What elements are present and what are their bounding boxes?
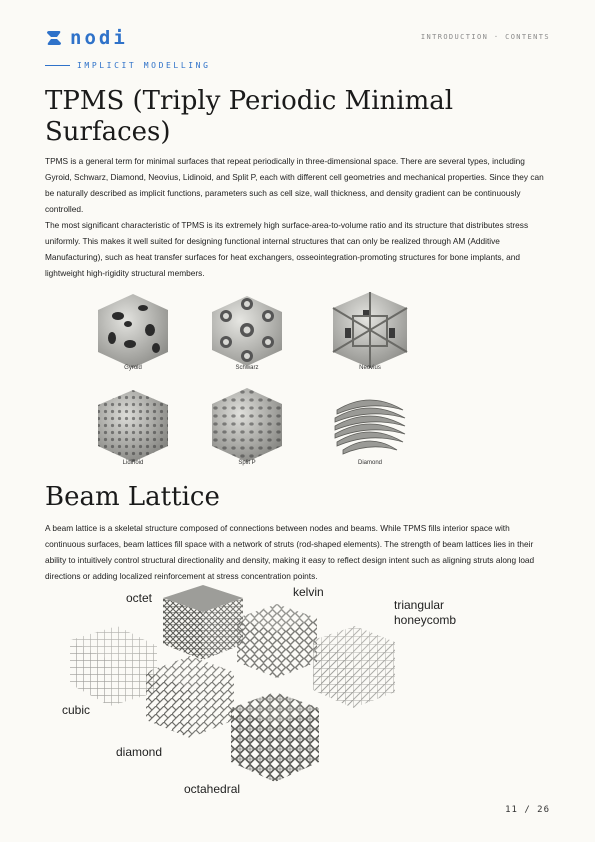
split-p-label: Split P <box>238 460 256 466</box>
neovius-image <box>325 286 415 376</box>
diamond-tpms-image <box>325 380 415 470</box>
split-p-image <box>202 380 292 470</box>
triangular-label-line-1: triangular <box>394 598 445 612</box>
tpms-paragraph-1: TPMS is a general term for minimal surfaces that repeat periodically in three-dimensional space. There are several types, including Gyroid, Schwarz, Diamond, Neovius, Lidinoid, and Split P, each with different cell geometries and mechanical properties. Since they can be naturally described as implicit functions, parameters such as cell size, wall thickness, and density gradient can be continuously controlled. <box>45 156 544 214</box>
header-nav[interactable]: INTRODUCTION · CONTENTS <box>420 33 550 41</box>
logo-text: nodi <box>70 27 128 49</box>
gyroid-label: Gyroid <box>124 365 142 371</box>
schwarz-image <box>202 286 292 376</box>
tpms-body <box>45 153 550 281</box>
octet-label: octet <box>126 591 153 605</box>
tpms-heading: TPMS (Triply Periodic Minimal Surfaces) <box>45 86 454 147</box>
page-number: 11 / 26 <box>505 805 550 815</box>
diamond-label: diamond <box>116 745 163 759</box>
diamond-tpms-label: Diamond <box>357 460 382 466</box>
octahedral-label: octahedral <box>184 782 241 796</box>
cubic-label: cubic <box>62 703 91 717</box>
triangular-honeycomb-label <box>394 598 456 628</box>
nodi-logo-icon <box>45 30 63 46</box>
nodi-logo[interactable] <box>45 27 128 49</box>
neovius-label: Neovius <box>359 365 381 371</box>
section-tag-rule <box>45 65 70 66</box>
beam-lattice-paragraph: A beam lattice is a skeletal structure composed of connections between nodes and beams. While TPMS fills interior space with continuous surfaces, beam lattices fill space with a network of struts (rod-shaped elements). The strength of beam lattices lies in their ability to intuitively control structural directionality and density, making it easy to reflect design intent such as aligning struts along load directions or adding localized reinforcement at stress concentration points. <box>45 523 535 581</box>
lidinoid-label: Lidinoid <box>122 460 144 466</box>
lidinoid-image <box>88 380 178 470</box>
section-tag <box>45 61 211 70</box>
triangular-label-line-2: honeycomb <box>394 613 457 627</box>
octahedral-lattice-image <box>225 684 325 784</box>
tpms-paragraph-2: The most significant characteristic of TPMS is its extremely high surface-area-to-volume ratio and its structure that distributes stress uniformly. This makes it well suited for designing functional internal structures that can only be realized through AM (Additive Manufacturing), such as heat transfer surfaces for heat exchangers, osseointegration-promoting structures for bone implants, and lightweight high-rigidity structural members. <box>45 220 529 278</box>
gyroid-image <box>88 286 178 376</box>
beam-lattice-body <box>45 520 550 584</box>
section-tag-label: IMPLICIT MODELLING <box>77 61 211 70</box>
beam-lattice-heading: Beam Lattice <box>45 482 220 512</box>
kelvin-label: kelvin <box>293 585 324 599</box>
schwarz-label: Schwarz <box>235 365 259 371</box>
